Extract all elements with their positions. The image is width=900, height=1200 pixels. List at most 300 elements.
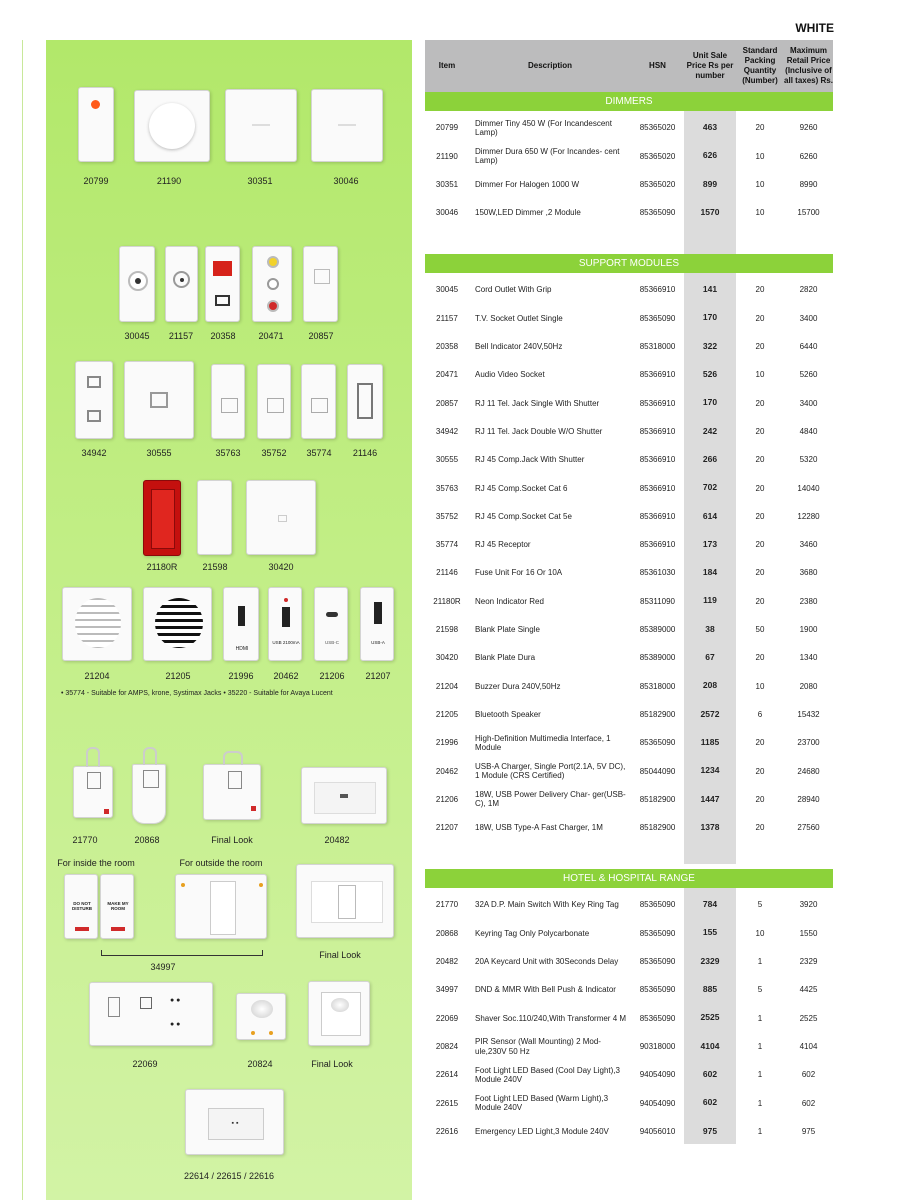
table-row bbox=[425, 474, 833, 502]
cell-unit-price: 1185 bbox=[700, 736, 720, 747]
cell-packing: 10 bbox=[755, 180, 765, 189]
table-row bbox=[425, 948, 833, 976]
product-image-21204 bbox=[62, 587, 132, 661]
table-row bbox=[425, 1089, 833, 1117]
usb-a-text: USB-A bbox=[371, 640, 385, 645]
cell-unit-price: 784 bbox=[702, 899, 718, 910]
cell-item: 22069 bbox=[435, 1013, 459, 1023]
usb-text: USB 2100mA bbox=[272, 640, 300, 645]
label-30046: 30046 bbox=[333, 176, 359, 186]
cell-packing: 20 bbox=[755, 794, 765, 804]
label-20799: 20799 bbox=[83, 176, 109, 186]
label-20471: 20471 bbox=[258, 331, 284, 341]
cell-hsn: 85365090 bbox=[639, 900, 676, 910]
cell-item: 30046 bbox=[435, 208, 459, 218]
table-row bbox=[425, 199, 833, 227]
header-packing: Standard Packing Quantity (Number) bbox=[742, 46, 778, 85]
cell-unit-price: 463 bbox=[702, 122, 718, 133]
product-image-20799 bbox=[78, 87, 114, 162]
cell-mrp: 3680 bbox=[799, 568, 818, 578]
cell-item: 35763 bbox=[435, 483, 459, 493]
cell-unit-price: 1378 bbox=[700, 821, 720, 832]
cell-packing: 1 bbox=[757, 1126, 763, 1136]
cell-description: Dimmer Dura 650 W (For Incandes- cent Lamp) bbox=[475, 147, 620, 166]
cell-packing: 20 bbox=[755, 568, 765, 578]
cell-item: 35752 bbox=[435, 511, 459, 521]
cell-mrp: 14040 bbox=[797, 483, 820, 493]
section-header: SUPPORT MODULES bbox=[425, 254, 833, 273]
header-mrp: Maximum Retail Price (Inclusive of all taxes) Rs. bbox=[784, 46, 833, 85]
product-image-20358 bbox=[205, 246, 240, 322]
cell-hsn: 90318000 bbox=[639, 1041, 676, 1051]
label-20824: 20824 bbox=[247, 1059, 273, 1069]
cell-item: 21770 bbox=[435, 900, 459, 910]
usb-c-text: USB-C bbox=[324, 640, 339, 645]
cell-hsn: 85366910 bbox=[639, 483, 676, 493]
cell-item: 34997 bbox=[435, 985, 459, 995]
cell-packing: 20 bbox=[755, 342, 765, 351]
product-image-20857 bbox=[303, 246, 338, 322]
label-30420: 30420 bbox=[268, 562, 294, 572]
table-row bbox=[425, 1117, 833, 1145]
cell-description: 18W, USB Power Delivery Char- ger(USB-C), 1M bbox=[475, 790, 626, 809]
label-34997: 34997 bbox=[150, 962, 176, 972]
cell-mrp: 6440 bbox=[799, 342, 818, 351]
cell-mrp: 24680 bbox=[797, 766, 820, 776]
table-row bbox=[425, 616, 833, 644]
cell-description: High-Definition Multimedia Interface, 1 Module bbox=[475, 733, 611, 752]
cell-item: 21180R bbox=[433, 596, 461, 606]
cell-description: T.V. Socket Outlet Single bbox=[475, 313, 563, 323]
cell-unit-price: 2329 bbox=[700, 955, 720, 966]
group-bracket-34997 bbox=[101, 950, 263, 956]
label-21598: 21598 bbox=[202, 562, 228, 572]
cell-hsn: 85311090 bbox=[640, 596, 675, 606]
cell-packing: 20 bbox=[755, 426, 765, 436]
cell-mrp: 2525 bbox=[799, 1013, 818, 1023]
cell-mrp: 1900 bbox=[799, 625, 818, 634]
cell-hsn: 85365090 bbox=[639, 738, 676, 748]
cell-description: RJ 11 Tel. Jack Double W/O Shutter bbox=[475, 426, 603, 436]
cell-description: Emergency LED Light,3 Module 240V bbox=[475, 1126, 609, 1136]
label-20868: 20868 bbox=[134, 835, 160, 845]
cell-packing: 5 bbox=[757, 900, 763, 910]
product-image-21157 bbox=[165, 246, 198, 322]
cell-item: 21598 bbox=[435, 625, 459, 634]
cell-mrp: 5320 bbox=[799, 455, 818, 465]
cell-description: DND & MMR With Bell Push & Indicator bbox=[475, 985, 616, 995]
cell-item: 21206 bbox=[435, 794, 459, 804]
product-image-30420 bbox=[246, 480, 316, 555]
cell-unit-price: 614 bbox=[702, 510, 718, 521]
cell-unit-price: 2572 bbox=[700, 708, 720, 719]
cell-mrp: 2329 bbox=[799, 957, 818, 966]
cell-description: 18W, USB Type-A Fast Charger, 1M bbox=[475, 823, 603, 833]
table-row bbox=[425, 304, 833, 332]
cell-mrp: 15432 bbox=[797, 709, 820, 719]
product-image-final-look-1 bbox=[203, 764, 261, 820]
cell-hsn: 85182900 bbox=[639, 823, 676, 833]
label-35752: 35752 bbox=[261, 448, 287, 458]
cell-description: RJ 45 Comp.Jack With Shutter bbox=[475, 455, 585, 465]
cell-item: 30351 bbox=[435, 180, 459, 189]
cell-hsn: 85365090 bbox=[639, 208, 676, 218]
cell-mrp: 23700 bbox=[797, 738, 820, 748]
cell-packing: 1 bbox=[757, 1098, 763, 1108]
cell-packing: 20 bbox=[755, 455, 765, 465]
cell-item: 30555 bbox=[435, 455, 459, 465]
cell-item: 22616 bbox=[435, 1126, 459, 1136]
cell-item: 30045 bbox=[435, 285, 459, 295]
cell-hsn: 85366910 bbox=[639, 455, 676, 465]
cell-packing: 20 bbox=[755, 398, 765, 408]
cell-hsn: 94054090 bbox=[639, 1098, 676, 1108]
cell-description: Fuse Unit For 16 Or 10A bbox=[475, 568, 563, 578]
table-row bbox=[425, 785, 833, 813]
product-image-35752 bbox=[257, 364, 291, 439]
cell-hsn: 85365090 bbox=[639, 957, 676, 966]
table-row bbox=[425, 502, 833, 530]
cell-unit-price: 141 bbox=[702, 284, 718, 295]
product-image-30351 bbox=[225, 89, 297, 162]
cell-unit-price: 626 bbox=[702, 150, 718, 161]
mmr-text: MAKE MY ROOM bbox=[107, 901, 129, 911]
cell-item: 20824 bbox=[435, 1041, 459, 1051]
cell-mrp: 4104 bbox=[799, 1041, 818, 1051]
label-final-look-3: Final Look bbox=[311, 1059, 353, 1069]
label-35763: 35763 bbox=[215, 448, 241, 458]
header-unit-price: Unit Sale Price Rs per number bbox=[686, 51, 734, 80]
label-20857: 20857 bbox=[308, 331, 334, 341]
cell-mrp: 1340 bbox=[799, 653, 818, 663]
cell-item: 20358 bbox=[435, 342, 459, 351]
label-final-look-2: Final Look bbox=[319, 950, 361, 960]
product-image-21996 bbox=[223, 587, 259, 661]
cell-unit-price: 602 bbox=[702, 1068, 718, 1079]
cell-mrp: 3400 bbox=[799, 398, 818, 408]
table-row bbox=[425, 644, 833, 672]
label-20462: 20462 bbox=[273, 671, 299, 681]
cell-packing: 1 bbox=[757, 1013, 763, 1023]
cell-hsn: 85366910 bbox=[639, 540, 676, 550]
label-34942: 34942 bbox=[81, 448, 107, 458]
cell-unit-price: 885 bbox=[702, 984, 718, 994]
product-image-21146 bbox=[347, 364, 383, 439]
label-21180R: 21180R bbox=[146, 562, 178, 572]
table-row bbox=[425, 672, 833, 700]
header-item: Item bbox=[438, 61, 456, 70]
cell-mrp: 12280 bbox=[797, 511, 820, 521]
product-image-21205 bbox=[143, 587, 212, 661]
cell-unit-price: 1234 bbox=[700, 765, 720, 776]
cell-packing: 50 bbox=[755, 625, 765, 634]
cell-hsn: 85318000 bbox=[639, 342, 676, 351]
cell-hsn: 85044090 bbox=[639, 766, 676, 776]
cell-packing: 20 bbox=[755, 540, 765, 550]
label-21206: 21206 bbox=[319, 671, 345, 681]
cell-hsn: 94056010 bbox=[639, 1126, 676, 1136]
label-30045: 30045 bbox=[124, 331, 150, 341]
cell-packing: 20 bbox=[755, 596, 765, 606]
cell-item: 21205 bbox=[435, 709, 459, 719]
cell-packing: 10 bbox=[755, 151, 765, 161]
cell-mrp: 4840 bbox=[799, 426, 818, 436]
cell-item: 22614 bbox=[435, 1070, 459, 1080]
cell-hsn: 85389000 bbox=[639, 625, 676, 634]
table-row bbox=[425, 587, 833, 615]
cell-hsn: 85365090 bbox=[639, 928, 676, 938]
cell-item: 21190 bbox=[436, 151, 458, 161]
label-21157: 21157 bbox=[168, 331, 194, 341]
compatibility-note: • 35774 - Suitable for AMPS, krone, Systimax Jacks • 35220 - Suitable for Avaya Lucent bbox=[61, 690, 333, 697]
cell-item: 21207 bbox=[435, 823, 459, 833]
label-20482: 20482 bbox=[324, 835, 350, 845]
dnd-text: DO NOT DISTURB bbox=[72, 901, 92, 911]
product-image-20868 bbox=[132, 764, 166, 824]
cell-unit-price: 67 bbox=[705, 652, 715, 662]
outside-room-label: For outside the room bbox=[179, 858, 263, 868]
table-header bbox=[425, 40, 833, 92]
cell-description: Shaver Soc.110/240,With Transformer 4 M bbox=[475, 1013, 627, 1023]
cell-item: 20799 bbox=[435, 123, 459, 133]
table-row bbox=[425, 814, 833, 842]
cell-packing: 1 bbox=[757, 1070, 763, 1080]
cell-description: RJ 11 Tel. Jack Single With Shutter bbox=[475, 398, 600, 408]
cell-description: 20A Keycard Unit with 30Seconds Delay bbox=[475, 957, 619, 966]
product-image-35763 bbox=[211, 364, 245, 439]
cell-hsn: 85366910 bbox=[639, 370, 676, 380]
table-row bbox=[425, 1033, 833, 1061]
label-30555: 30555 bbox=[146, 448, 172, 458]
cell-mrp: 2820 bbox=[799, 285, 818, 295]
cell-hsn: 85365090 bbox=[639, 1013, 676, 1023]
table-row bbox=[425, 446, 833, 474]
cell-mrp: 15700 bbox=[797, 208, 820, 218]
label-final-look-1: Final Look bbox=[211, 835, 253, 845]
cell-description: Audio Video Socket bbox=[475, 370, 545, 380]
cell-unit-price: 173 bbox=[702, 538, 718, 549]
cell-mrp: 6260 bbox=[799, 151, 818, 161]
table-row bbox=[425, 389, 833, 417]
table-row bbox=[425, 114, 833, 142]
cell-item: 21996 bbox=[435, 738, 459, 748]
cell-unit-price: 702 bbox=[702, 482, 718, 493]
cell-item: 21204 bbox=[435, 681, 459, 691]
cell-description: Cord Outlet With Grip bbox=[475, 285, 552, 295]
product-image-20824 bbox=[236, 993, 286, 1040]
cell-packing: 1 bbox=[757, 1041, 763, 1051]
product-image-30046 bbox=[311, 89, 383, 162]
cell-description: RJ 45 Receptor bbox=[475, 540, 531, 550]
product-image-21180R bbox=[143, 480, 181, 556]
cell-item: 21157 bbox=[436, 313, 458, 323]
cell-description: Foot Light LED Based (Warm Light),3 Module 240V bbox=[475, 1093, 609, 1113]
table-row bbox=[425, 418, 833, 446]
table-row bbox=[425, 559, 833, 587]
cell-mrp: 2080 bbox=[799, 681, 818, 691]
product-image-34997-dnd bbox=[64, 874, 98, 939]
cell-hsn: 85389000 bbox=[639, 653, 676, 663]
product-image-final-look-2 bbox=[296, 864, 394, 938]
cell-description: Foot Light LED Based (Cool Day Light),3 Module 240V bbox=[475, 1065, 620, 1084]
cell-item: 20868 bbox=[435, 928, 459, 938]
product-image-21190 bbox=[134, 90, 210, 162]
product-image-30045 bbox=[119, 246, 155, 322]
product-image-22614: ▪ ▪ bbox=[185, 1089, 284, 1155]
cell-packing: 10 bbox=[755, 681, 765, 691]
cell-description: 150W,LED Dimmer ,2 Module bbox=[475, 208, 581, 218]
cell-unit-price: 38 bbox=[705, 623, 715, 634]
cell-unit-price: 322 bbox=[702, 340, 718, 351]
cell-description: USB-A Charger, Single Port(2.1A, 5V DC), 1 Module (CRS Certified) bbox=[475, 761, 626, 781]
cell-mrp: 975 bbox=[801, 1126, 816, 1136]
header-description: Description bbox=[527, 61, 572, 70]
inside-room-label: For inside the room bbox=[57, 858, 135, 868]
cell-description: Dimmer For Halogen 1000 W bbox=[475, 180, 580, 189]
table-row bbox=[425, 1004, 833, 1032]
cell-hsn: 85365020 bbox=[639, 180, 676, 189]
cell-unit-price: 266 bbox=[702, 453, 718, 464]
cell-packing: 20 bbox=[755, 285, 765, 295]
cell-description: 32A D.P. Main Switch With Key Ring Tag bbox=[475, 900, 619, 910]
page-rule bbox=[22, 40, 23, 1200]
cell-description: Blank Plate Dura bbox=[475, 653, 536, 663]
label-21205: 21205 bbox=[165, 671, 191, 681]
cell-packing: 10 bbox=[755, 928, 765, 938]
cell-packing: 20 bbox=[755, 823, 765, 833]
cell-description: Neon Indicator Red bbox=[475, 596, 544, 606]
cell-mrp: 2380 bbox=[799, 596, 818, 606]
table-row bbox=[425, 361, 833, 389]
section-header: DIMMERS bbox=[425, 92, 833, 111]
cell-unit-price: 208 bbox=[702, 680, 718, 691]
cell-mrp: 5260 bbox=[799, 370, 818, 380]
product-image-21770 bbox=[73, 766, 113, 818]
cell-mrp: 3460 bbox=[799, 540, 818, 550]
cell-packing: 20 bbox=[755, 653, 765, 663]
cell-packing: 20 bbox=[755, 766, 765, 776]
product-image-21206 bbox=[314, 587, 348, 661]
cell-item: 20471 bbox=[435, 370, 459, 380]
cell-hsn: 85365020 bbox=[639, 151, 676, 161]
label-21204: 21204 bbox=[84, 671, 110, 681]
cell-description: Bluetooth Speaker bbox=[475, 709, 541, 719]
product-image-20482 bbox=[301, 767, 387, 824]
cell-description: PIR Sensor (Wall Mounting) 2 Mod- ule,230V 50 Hz bbox=[475, 1037, 601, 1056]
cell-hsn: 85366910 bbox=[639, 285, 676, 295]
cell-item: 20482 bbox=[435, 957, 459, 966]
cell-hsn: 85366910 bbox=[639, 511, 676, 521]
label-21770: 21770 bbox=[72, 835, 98, 845]
table-row bbox=[425, 276, 833, 304]
cell-unit-price: 170 bbox=[702, 312, 718, 323]
label-30351: 30351 bbox=[247, 176, 273, 186]
cell-unit-price: 602 bbox=[702, 1097, 718, 1108]
cell-hsn: 85366910 bbox=[639, 398, 676, 408]
cell-hsn: 85366910 bbox=[639, 426, 676, 436]
product-image-panel bbox=[46, 40, 412, 1200]
cell-hsn: 85182900 bbox=[639, 709, 676, 719]
header-hsn: HSN bbox=[649, 61, 666, 70]
product-image-34997-mmr bbox=[100, 874, 134, 939]
label-22069: 22069 bbox=[132, 1059, 158, 1069]
cell-packing: 20 bbox=[755, 483, 765, 493]
cell-item: 22615 bbox=[435, 1098, 459, 1108]
cell-mrp: 8990 bbox=[799, 180, 818, 189]
cell-item: 21146 bbox=[436, 568, 458, 578]
product-image-21598 bbox=[197, 480, 232, 555]
cell-unit-price: 2525 bbox=[700, 1012, 720, 1023]
cell-packing: 10 bbox=[755, 370, 765, 380]
cell-packing: 10 bbox=[755, 208, 765, 218]
cell-unit-price: 242 bbox=[702, 425, 718, 436]
product-image-21207 bbox=[360, 587, 394, 661]
cell-packing: 20 bbox=[755, 738, 765, 748]
cell-packing: 6 bbox=[757, 709, 763, 719]
table-row bbox=[425, 891, 833, 919]
cell-hsn: 85365020 bbox=[639, 123, 676, 133]
label-21190: 21190 bbox=[156, 176, 182, 186]
cell-mrp: 602 bbox=[801, 1098, 816, 1108]
table-row bbox=[425, 142, 833, 170]
table-row bbox=[425, 333, 833, 361]
table-row bbox=[425, 1061, 833, 1089]
cell-description: Keyring Tag Only Polycarbonate bbox=[475, 928, 590, 938]
table-row bbox=[425, 531, 833, 559]
product-image-30555 bbox=[124, 361, 194, 439]
cell-unit-price: 975 bbox=[702, 1125, 718, 1136]
cell-item: 34942 bbox=[435, 426, 459, 436]
cell-item: 35774 bbox=[435, 540, 459, 550]
cell-mrp: 4425 bbox=[799, 985, 818, 995]
label-20358: 20358 bbox=[210, 331, 236, 341]
table-row bbox=[425, 976, 833, 1004]
cell-item: 20857 bbox=[435, 398, 459, 408]
cell-description: RJ 45 Comp.Socket Cat 6 bbox=[475, 483, 568, 493]
cell-hsn: 94054090 bbox=[639, 1070, 676, 1080]
cell-mrp: 3400 bbox=[799, 313, 818, 323]
price-table bbox=[425, 40, 833, 1144]
cell-unit-price: 1447 bbox=[700, 793, 720, 804]
cell-packing: 20 bbox=[755, 511, 765, 521]
product-image-20471 bbox=[252, 246, 292, 322]
table-row bbox=[425, 701, 833, 729]
cell-unit-price: 1570 bbox=[700, 207, 720, 217]
product-image-22069: ● ● ● ● bbox=[89, 982, 213, 1046]
cell-description: RJ 45 Comp.Socket Cat 5e bbox=[475, 511, 572, 521]
cell-unit-price: 4104 bbox=[700, 1040, 720, 1051]
table-row bbox=[425, 729, 833, 757]
cell-hsn: 85365090 bbox=[639, 313, 676, 323]
cell-mrp: 9260 bbox=[799, 123, 818, 133]
product-image-20462 bbox=[268, 587, 302, 661]
cell-description: Buzzer Dura 240V,50Hz bbox=[475, 681, 561, 691]
product-image-35774 bbox=[301, 364, 336, 439]
cell-unit-price: 184 bbox=[702, 567, 718, 578]
cell-hsn: 85318000 bbox=[639, 681, 676, 691]
cell-packing: 20 bbox=[755, 123, 765, 133]
label-21207: 21207 bbox=[365, 671, 391, 681]
cell-mrp: 3920 bbox=[799, 900, 818, 910]
table-row bbox=[425, 919, 833, 947]
cell-item: 30420 bbox=[435, 653, 459, 663]
label-21146: 21146 bbox=[352, 448, 378, 458]
table-row bbox=[425, 757, 833, 785]
cell-hsn: 85182900 bbox=[639, 794, 676, 804]
section-header: HOTEL & HOSPITAL RANGE bbox=[425, 869, 833, 888]
cell-packing: 1 bbox=[757, 957, 763, 966]
hdmi-text: HDMI bbox=[235, 646, 249, 652]
